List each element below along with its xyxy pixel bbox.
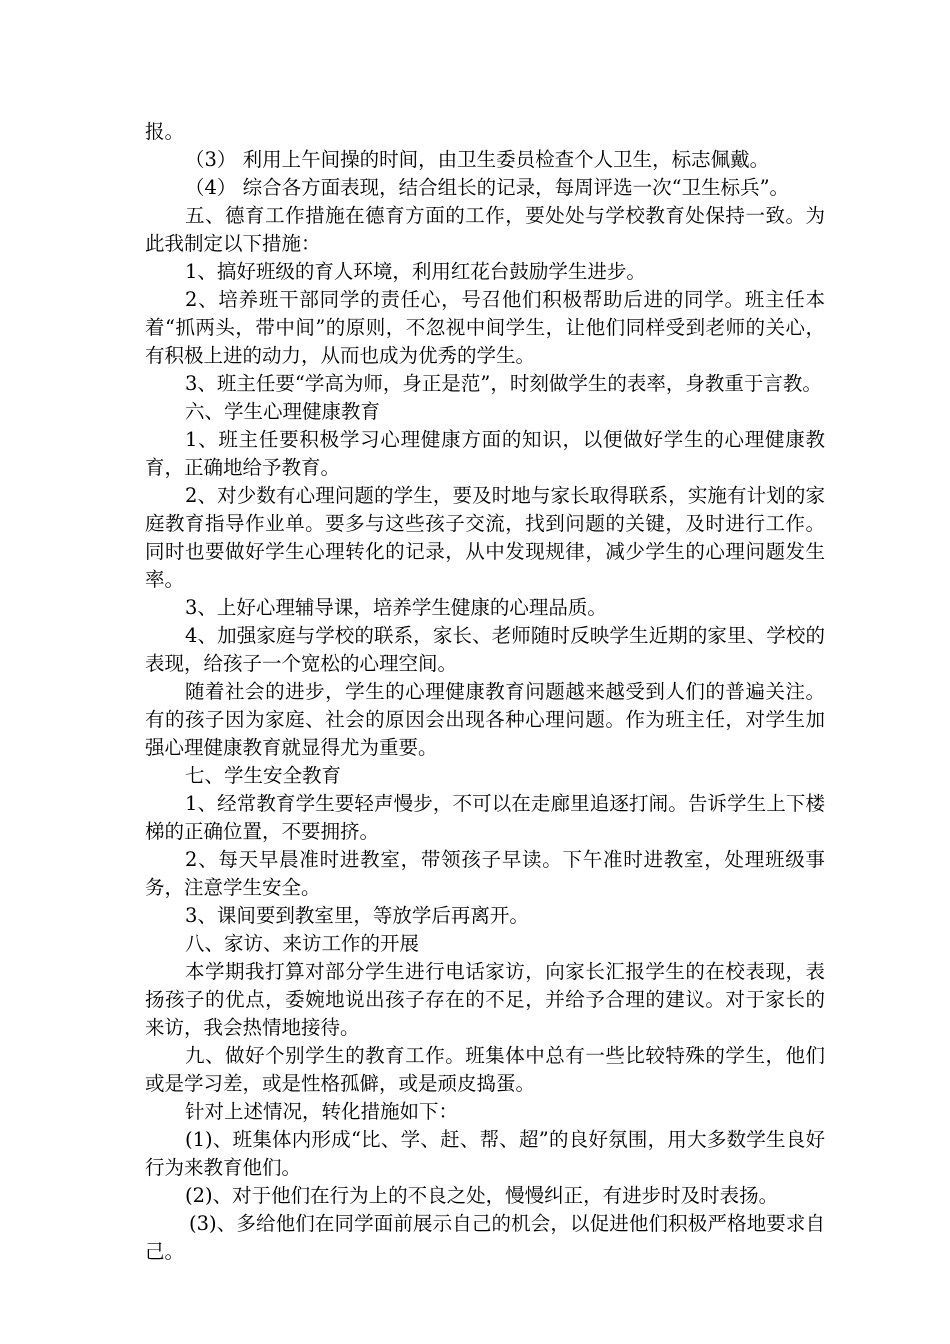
document-page (145, 118, 825, 1266)
paragraph-mental-1: 1、班主任要积极学习心理健康方面的知识，以便做好学生的心理健康教育，正确地给予教育。 (145, 428, 825, 479)
paragraph-moral-3: 3、班主任要“学高为师，身正是范”，时刻做学生的表率，身教重于言教。 (185, 372, 822, 395)
paragraph-safety-3: 3、课间要到教室里，等放学后再离开。 (185, 904, 529, 927)
paragraph-measure-1: (1)、班集体内形成“比、学、赶、帮、超”的良好氛围，用大多数学生良好行为来教育他们。 (145, 1128, 825, 1179)
paragraph-mental-2: 2、对少数有心理问题的学生，要及时地与家长取得联系，实施有计划的家庭教育指导作业单。要多与这些孩子交流，找到问题的关键，及时进行工作。同时也要做好学生心理转化的记录，从中发现规律，减少学生的心理问题发生率。 (145, 484, 825, 591)
paragraph-measure-3: (3)、多给他们在同学面前展示自己的机会，以促进他们积极严格地要求自己。 (145, 1212, 825, 1263)
section-heading-5: 五、德育工作措施在德育方面的工作，要处处与学校教育处保持一致。为此我制定以下措施： (145, 204, 825, 255)
paragraph-hygiene-3: （3） 利用上午间操的时间，由卫生委员检查个人卫生，标志佩戴。 (185, 148, 770, 171)
paragraph-moral-1: 1、搞好班级的育人环境，利用红花台鼓励学生进步。 (185, 260, 646, 283)
paragraph-safety-1: 1、经常教育学生要轻声慢步，不可以在走廊里追逐打闹。告诉学生上下楼梯的正确位置，不要拥挤。 (145, 792, 825, 843)
paragraph-safety-2: 2、每天早晨准时进教室，带领孩子早读。下午准时进教室，处理班级事务，注意学生安全。 (145, 848, 825, 899)
paragraph-mental-summary: 随着社会的进步，学生的心理健康教育问题越来越受到人们的普遍关注。有的孩子因为家庭、社会的原因会出现各种心理问题。作为班主任，对学生加强心理健康教育就显得尤为重要。 (145, 680, 825, 759)
paragraph-continuation: 报。 (145, 120, 185, 143)
paragraph-hygiene-4: （4） 综合各方面表现，结合组长的记录，每周评选一次“卫生标兵”。 (185, 176, 790, 199)
paragraph-home-visit: 本学期我打算对部分学生进行电话家访，向家长汇报学生的在校表现，表扬孩子的优点，委婉地说出孩子存在的不足，并给予合理的建议。对于家长的来访，我会热情地接待。 (145, 960, 825, 1039)
paragraph-mental-4: 4、加强家庭与学校的联系，家长、老师随时反映学生近期的家里、学校的表现，给孩子一个宽松的心理空间。 (145, 624, 825, 675)
section-heading-8: 八、家访、来访工作的开展 (185, 932, 420, 955)
paragraph-mental-3: 3、上好心理辅导课，培养学生健康的心理品质。 (185, 596, 607, 619)
section-heading-7: 七、学生安全教育 (185, 764, 342, 787)
section-heading-6: 六、学生心理健康教育 (185, 400, 381, 423)
section-heading-9: 九、做好个别学生的教育工作。班集体中总有一些比较特殊的学生，他们或是学习差，或是性格孤僻，或是顽皮捣蛋。 (145, 1044, 825, 1095)
paragraph-moral-2: 2、培养班干部同学的责任心，号召他们积极帮助后进的同学。班主任本着“抓两头，带中间”的原则，不忽视中间学生，让他们同样受到老师的关心，有积极上进的动力，从而也成为优秀的学生。 (145, 288, 825, 367)
paragraph-measure-2: (2)、对于他们在行为上的不良之处，慢慢纠正，有进步时及时表扬。 (185, 1184, 779, 1207)
paragraph-measures-intro: 针对上述情况，转化措施如下： (185, 1100, 459, 1123)
